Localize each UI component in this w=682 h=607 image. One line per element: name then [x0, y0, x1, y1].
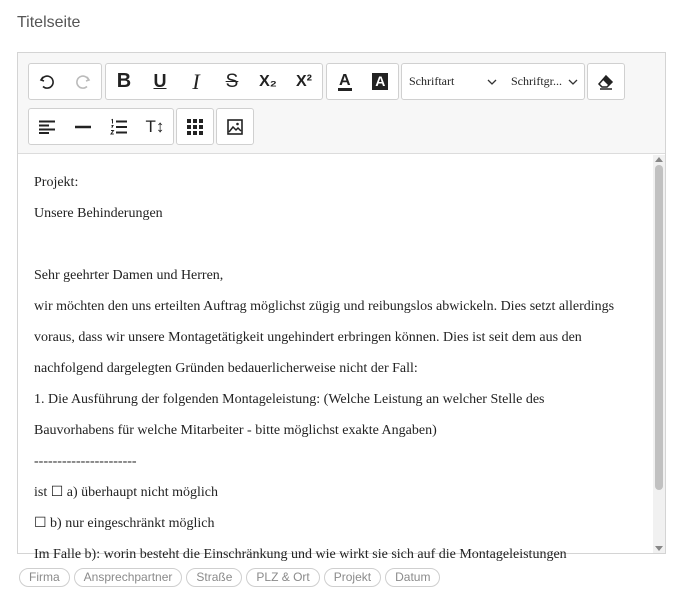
table-group — [176, 108, 214, 145]
redo-button[interactable] — [65, 64, 101, 99]
paragraph-group — [28, 108, 174, 145]
color-group — [326, 63, 399, 100]
table-icon — [187, 119, 203, 135]
content-line: ist ☐ a) überhaupt nicht möglich — [34, 485, 219, 500]
horizontal-rule-icon — [74, 125, 92, 129]
history-group — [28, 63, 102, 100]
placeholder-chip-plz-ort[interactable]: PLZ & Ort — [246, 568, 319, 587]
ordered-list-button[interactable] — [101, 109, 137, 144]
font-group — [401, 63, 585, 100]
ordered-list-icon — [110, 119, 128, 135]
font-family-label: Schriftart — [409, 74, 455, 88]
format-group — [105, 63, 323, 100]
content-line: 1. Die Ausführung der folgenden Montageleistung: (Welche Leistung an welcher Stelle des — [34, 392, 545, 407]
font-size-select[interactable] — [503, 64, 584, 99]
content-line: Projekt: — [34, 175, 79, 190]
clear-format-button[interactable] — [588, 64, 624, 99]
undo-icon — [38, 73, 56, 91]
align-button[interactable] — [29, 109, 65, 144]
background-color-icon: A — [372, 73, 388, 90]
content-scrollbar[interactable] — [653, 155, 665, 553]
placeholder-chip-strasse[interactable]: Straße — [186, 568, 242, 587]
scroll-down-arrow-icon[interactable] — [655, 546, 663, 551]
placeholder-chip-firma[interactable]: Firma — [19, 568, 70, 587]
content-line: Bauvorhabens für welche Mitarbeiter - bitte möglichst exakte Angaben) — [34, 423, 437, 438]
scrollbar-thumb[interactable] — [655, 165, 663, 490]
italic-button[interactable]: I — [192, 68, 200, 94]
font-color-icon: A — [338, 71, 351, 89]
strikethrough-button[interactable]: S — [225, 70, 239, 92]
content-line: Sehr geehrter Damen und Herren, — [34, 268, 224, 283]
font-family-select[interactable] — [402, 64, 503, 99]
content-line: ☐ b) nur eingeschränkt möglich — [34, 516, 215, 531]
scroll-up-arrow-icon[interactable] — [655, 157, 663, 162]
table-button[interactable] — [177, 109, 213, 144]
undo-button[interactable] — [29, 64, 65, 99]
content-line: ---------------------- — [34, 454, 137, 469]
bold-button[interactable]: B — [116, 70, 132, 92]
eraser-icon — [597, 74, 615, 90]
placeholder-chips — [19, 568, 440, 587]
chevron-down-icon — [568, 79, 578, 85]
editor-toolbar — [18, 53, 665, 154]
content-line: voraus, dass wir unsere Montagetätigkeit ungehindert erbringen können. Dies ist seit dem aus den — [34, 330, 582, 345]
image-button[interactable] — [217, 109, 253, 144]
content-line: nachfolgend dargelegten Gründen bedauerlicherweise nicht der Fall: — [34, 361, 418, 376]
underline-button[interactable]: U — [153, 71, 167, 91]
image-icon — [227, 119, 243, 135]
font-size-label: Schriftgr... — [511, 74, 562, 88]
image-group — [216, 108, 254, 145]
content-line: wir möchten den uns erteilten Auftrag möglichst zügig und reibungslos abwickeln. Dies setzt allerdings — [34, 299, 615, 314]
editor-content[interactable] — [18, 155, 653, 562]
content-line — [34, 229, 637, 260]
subscript-button[interactable]: X₂ — [259, 72, 277, 90]
line-height-button[interactable]: T↕ — [145, 116, 165, 136]
background-color-button[interactable] — [363, 64, 399, 99]
clear-format-group — [587, 63, 625, 100]
content-line: Im Falle b): worin besteht die Einschränkung und wie wirkt sie sich auf die Montageleistungen — [34, 547, 567, 562]
align-left-icon — [38, 120, 56, 134]
superscript-button[interactable]: X² — [296, 72, 312, 90]
redo-icon — [74, 73, 92, 91]
horizontal-rule-button[interactable] — [65, 109, 101, 144]
content-line: Unsere Behinderungen — [34, 206, 163, 221]
placeholder-chip-datum[interactable]: Datum — [385, 568, 440, 587]
rich-text-editor — [17, 52, 666, 562]
font-color-button[interactable] — [327, 64, 363, 99]
placeholder-chip-projekt[interactable]: Projekt — [324, 568, 381, 587]
page-title: Titelseite — [17, 14, 81, 31]
chevron-down-icon — [487, 79, 497, 85]
placeholder-chip-ansprechpartner[interactable]: Ansprechpartner — [74, 568, 183, 587]
